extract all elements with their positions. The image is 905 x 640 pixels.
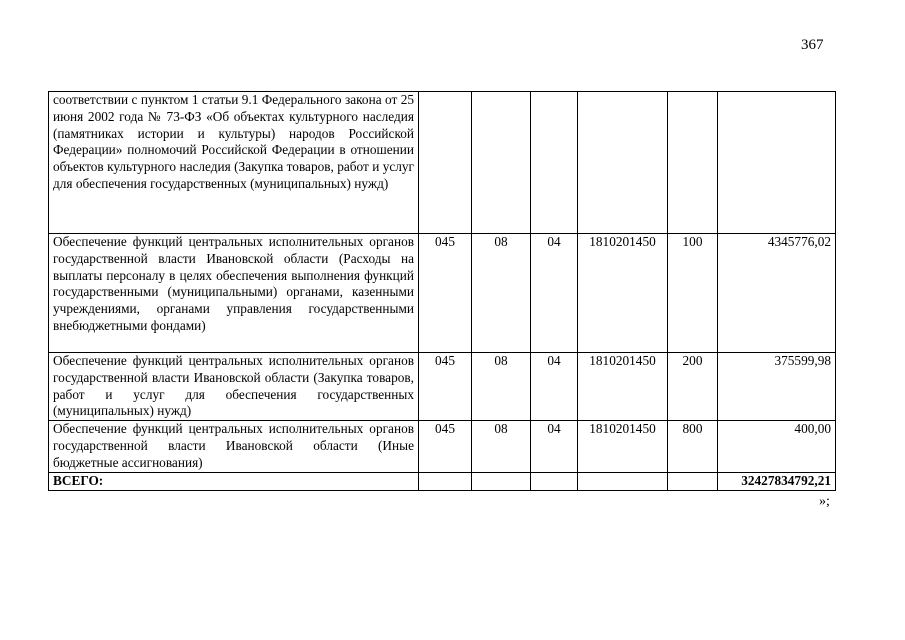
ministry-code xyxy=(419,92,472,234)
total-label: ВСЕГО: xyxy=(49,472,419,490)
empty-cell xyxy=(578,472,668,490)
amount: 400,00 xyxy=(718,421,836,472)
ministry-code: 045 xyxy=(419,421,472,472)
subsection-code xyxy=(531,92,578,234)
subsection-code: 04 xyxy=(531,234,578,353)
row-description: Обеспечение функций центральных исполнительных органов государственной власти Ивановской области (Закупка товаров, работ и услуг для обеспечения государственных (муниципальных) нужд) xyxy=(49,353,419,421)
target-article-code xyxy=(578,92,668,234)
amount: 375599,98 xyxy=(718,353,836,421)
expense-type-code: 200 xyxy=(668,353,718,421)
expense-type-code: 800 xyxy=(668,421,718,472)
empty-cell xyxy=(419,472,472,490)
section-code: 08 xyxy=(472,353,531,421)
total-row xyxy=(49,472,836,490)
row-description: соответствии с пунктом 1 статьи 9.1 Федерального закона от 25 июня 2002 года № 73-ФЗ «Об объектах культурного наследия (памятниках истории и культуры) народов Российской Федерации» полномочий Российской Федерации в отношении объектов культурного наследия (Закупка товаров, работ и услуг для обеспечения государственных (муниципальных) нужд) xyxy=(49,92,419,234)
expense-type-code xyxy=(668,92,718,234)
section-code: 08 xyxy=(472,421,531,472)
empty-cell xyxy=(531,472,578,490)
section-code: 08 xyxy=(472,234,531,353)
total-amount: 32427834792,21 xyxy=(718,472,836,490)
section-code xyxy=(472,92,531,234)
subsection-code: 04 xyxy=(531,421,578,472)
row-description: Обеспечение функций центральных исполнительных органов государственной власти Ивановской области (Расходы на выплаты персоналу в целях обеспечения выполнения функций государственными (муниципальными) органами, казенными учреждениями, органами управления государственными внебюджетными фондами) xyxy=(49,234,419,353)
table-row xyxy=(49,421,836,472)
ministry-code: 045 xyxy=(419,353,472,421)
closing-quote: »; xyxy=(819,494,830,509)
table-row xyxy=(49,92,836,234)
subsection-code: 04 xyxy=(531,353,578,421)
expense-type-code: 100 xyxy=(668,234,718,353)
empty-cell xyxy=(668,472,718,490)
row-description: Обеспечение функций центральных исполнительных органов государственной власти Ивановской области (Иные бюджетные ассигнования) xyxy=(49,421,419,472)
empty-cell xyxy=(472,472,531,490)
target-article-code: 1810201450 xyxy=(578,353,668,421)
table-row xyxy=(49,353,836,421)
page-number: 367 xyxy=(801,37,824,53)
budget-table xyxy=(48,91,836,491)
target-article-code: 1810201450 xyxy=(578,421,668,472)
amount xyxy=(718,92,836,234)
amount: 4345776,02 xyxy=(718,234,836,353)
table-row xyxy=(49,234,836,353)
target-article-code: 1810201450 xyxy=(578,234,668,353)
ministry-code: 045 xyxy=(419,234,472,353)
